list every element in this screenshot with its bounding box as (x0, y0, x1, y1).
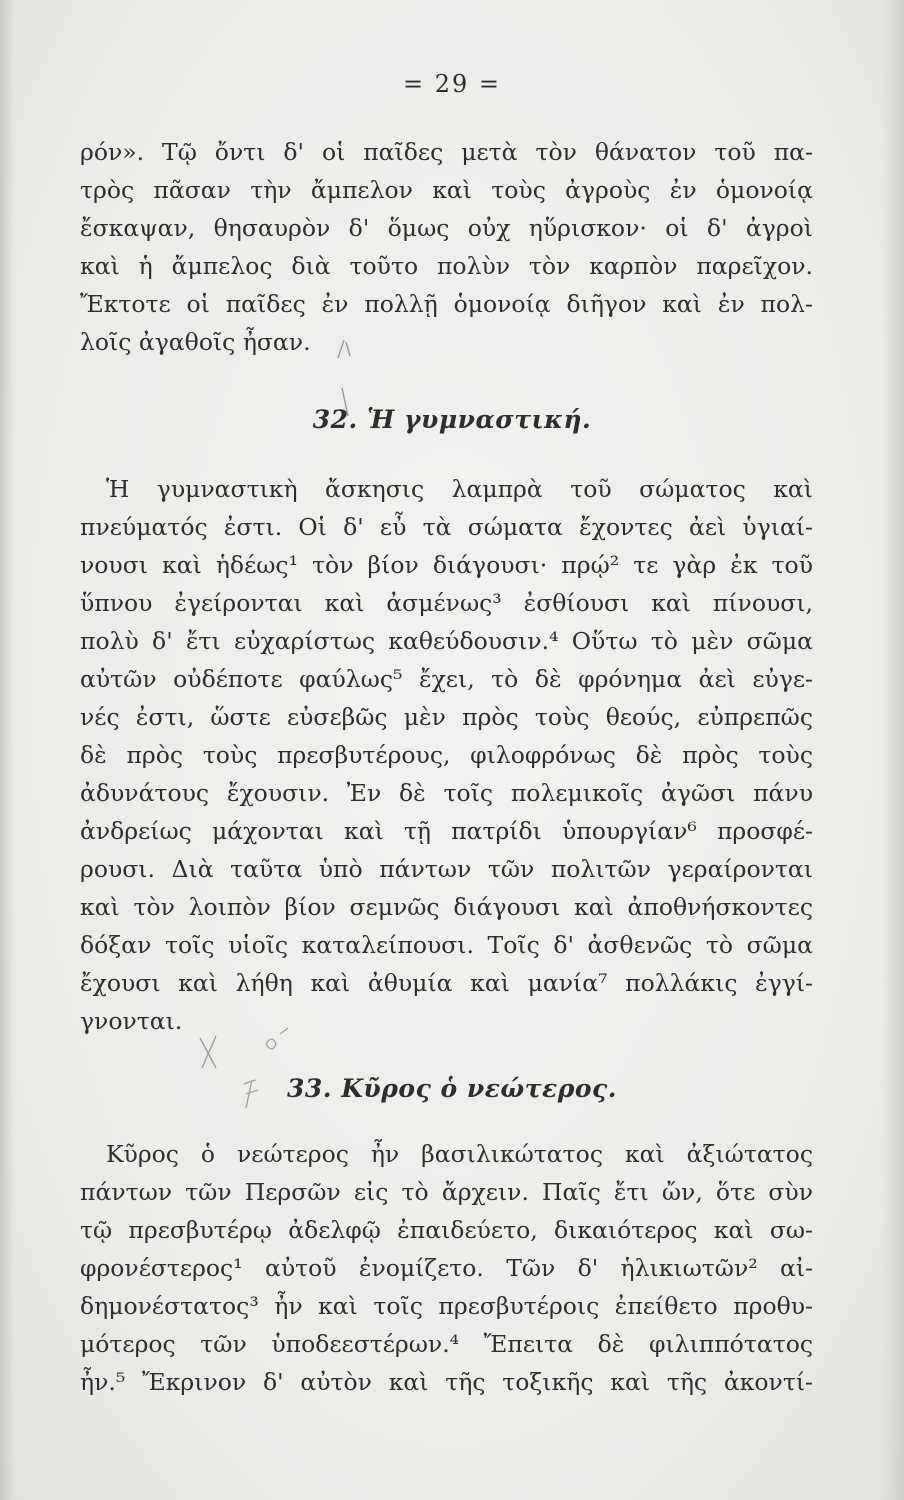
text-line: δὲ πρὸς τοὺς πρεσβυτέρους, φιλοφρόνως δὲ πρὸς τοὺς (80, 741, 813, 769)
text-line: νές ἐστι, ὥστε εὐσεβῶς μὲν πρὸς τοὺς θεούς, εὐπρεπῶς (80, 703, 813, 731)
text-line: αὐτῶν οὐδέποτε φαύλως⁵ ἔχει, τὸ δὲ φρόνημα ἀεὶ εὐγε- (80, 665, 813, 693)
text-line: φρονέστερος¹ αὐτοῦ ἐνομίζετο. Τῶν δ' ἡλικιωτῶν² αἰ- (80, 1254, 813, 1282)
text-line: μότερος τῶν ὑποδεεστέρων.⁴ Ἔπειτα δὲ φιλιππότατος (80, 1330, 813, 1358)
text-line: ἔσκαψαν, θησαυρὸν δ' ὅμως οὐχ ηὕρισκον· οἱ δ' ἀγροὶ (80, 214, 813, 242)
paragraph-cyrus (80, 1135, 813, 1401)
text-line: ρουσι. Διὰ ταῦτα ὑπὸ πάντων τῶν πολιτῶν γεραίρονται (80, 855, 813, 883)
text-line: δημονέστατος³ ἦν καὶ τοῖς πρεσβυτέροις ἐπείθετο προθυ- (80, 1292, 813, 1320)
section-heading-33: 33. Κῦρος ὁ νεώτερος. (287, 1074, 617, 1103)
section-heading-32: 32. Ἡ γυμναστική. (312, 405, 592, 434)
paragraph-continuation (80, 133, 813, 361)
text-line: ἀδυνάτους ἔχουσιν. Ἐν δὲ τοῖς πολεμικοῖς ἀγῶσι πάνυ (80, 779, 813, 807)
text-line: Ἡ γυμναστικὴ ἄσκησις λαμπρὰ τοῦ σώματος καὶ (106, 475, 813, 503)
text-line: τῷ πρεσβυτέρῳ ἀδελφῷ ἐπαιδεύετο, δικαιότερος καὶ σω- (80, 1216, 813, 1244)
text-line: ὕπνου ἐγείρονται καὶ ἀσμένως³ ἐσθίουσι καὶ πίνουσι, (80, 589, 813, 617)
text-line: πολὺ δ' ἔτι εὐχαρίστως καθεύδουσιν.⁴ Οὕτω τὸ μὲν σῶμα (80, 627, 813, 655)
page-left-shadow (0, 0, 14, 1500)
text-line: Ἔκτοτε οἱ παῖδες ἐν πολλῇ ὁμονοίᾳ διῆγον καὶ ἐν πολ- (80, 290, 813, 318)
text-line: πάντων τῶν Περσῶν εἰς τὸ ἄρχειν. Παῖς ἔτι ὤν, ὅτε σὺν (80, 1178, 813, 1206)
text-line: ἦν.⁵ Ἔκρινον δ' αὐτὸν καὶ τῆς τοξικῆς καὶ τῆς ἀκοντί- (80, 1368, 813, 1396)
pencil-mark-icon (330, 338, 360, 418)
pencil-annotation-icon (196, 1022, 326, 1112)
text-line: τρὸς πᾶσαν τὴν ἄμπελον καὶ τοὺς ἀγροὺς ἐν ὁμονοίᾳ (80, 176, 813, 204)
paragraph-gymnastics (80, 470, 813, 1040)
page-right-shadow (882, 0, 904, 1500)
text-line: καὶ τὸν λοιπὸν βίον σεμνῶς διάγουσι καὶ ἀποθνήσκοντες (80, 893, 813, 921)
text-line: λοῖς ἀγαθοῖς ἦσαν. (80, 328, 311, 356)
text-line: γνονται. (80, 1007, 183, 1035)
text-line: δόξαν τοῖς υἱοῖς καταλείπουσι. Τοῖς δ' ἀσθενῶς τὸ σῶμα (80, 931, 813, 959)
text-line: πνεύματός ἐστι. Οἱ δ' εὖ τὰ σώματα ἔχοντες ἀεὶ ὑγιαί- (80, 513, 813, 541)
text-line: νουσι καὶ ἡδέως¹ τὸν βίον διάγουσι· πρῴ² τε γὰρ ἐκ τοῦ (80, 551, 813, 579)
text-line: Κῦρος ὁ νεώτερος ἦν βασιλικώτατος καὶ ἀξιώτατος (106, 1140, 813, 1168)
text-line: ρόν». Τῷ ὄντι δ' οἱ παῖδες μετὰ τὸν θάνατον τοῦ πα- (80, 138, 813, 166)
text-line: καὶ ἡ ἄμπελος διὰ τοῦτο πολὺν τὸν καρπὸν παρεῖχον. (80, 252, 813, 280)
text-line: ἀνδρείως μάχονται καὶ τῇ πατρίδι ὑπουργίαν⁶ προσφέ- (80, 817, 813, 845)
page-number: = 29 = (402, 70, 501, 98)
text-line: ἔχουσι καὶ λήθη καὶ ἀθυμία καὶ μανία⁷ πολλάκις ἐγγί- (80, 969, 813, 997)
